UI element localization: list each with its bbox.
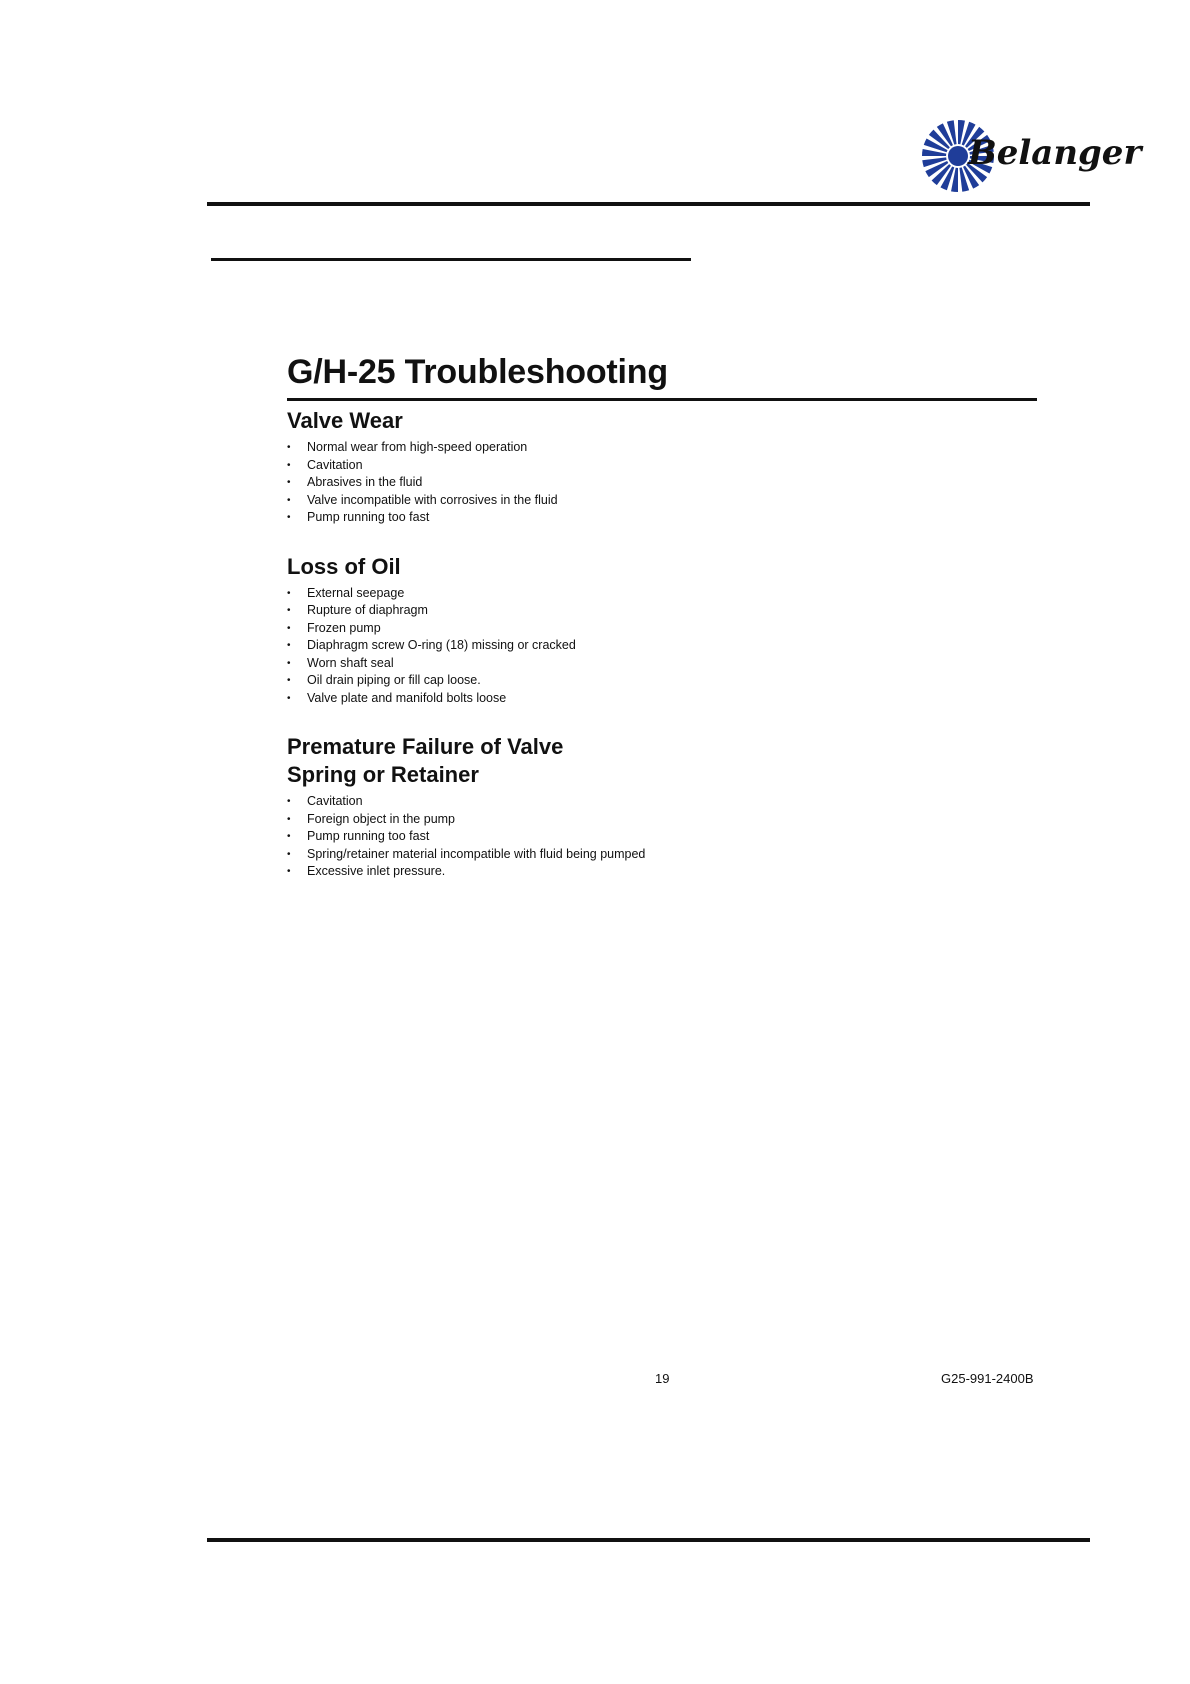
list-item: • Oil drain piping or fill cap loose. — [287, 672, 659, 690]
section-premature-failure — [287, 733, 1037, 881]
bullet-list — [287, 439, 659, 527]
list-item: • Valve plate and manifold bolts loose — [287, 690, 659, 708]
list-item: • Excessive inlet pressure. — [287, 863, 659, 881]
main-content — [287, 350, 1037, 881]
page-number: 19 — [655, 1371, 670, 1386]
section-loss-of-oil — [287, 553, 1037, 708]
list-item: • Diaphragm screw O-ring (18) missing or cracked — [287, 637, 659, 655]
bullet-list — [287, 585, 659, 708]
list-item: • Cavitation — [287, 793, 659, 811]
section-heading: Valve Wear — [287, 408, 403, 433]
list-item: • Spring/retainer material incompatible with fluid being pumped — [287, 846, 659, 864]
list-item: • Valve incompatible with corrosives in the fluid — [287, 492, 659, 510]
subheader-rule — [211, 258, 691, 261]
header-rule — [207, 202, 1090, 206]
section-valve-wear — [287, 407, 1037, 527]
list-item: • Foreign object in the pump — [287, 811, 659, 829]
belanger-logo — [916, 112, 1142, 198]
list-item: • Pump running too fast — [287, 828, 659, 846]
list-item: • Normal wear from high-speed operation — [287, 439, 659, 457]
section-heading — [287, 733, 1037, 789]
list-item: • Frozen pump — [287, 620, 659, 638]
section-heading: Loss of Oil — [287, 553, 401, 579]
section-heading-line: Spring or Retainer — [287, 762, 479, 787]
list-item: • Pump running too fast — [287, 509, 659, 527]
list-item: • Abrasives in the fluid — [287, 474, 659, 492]
page-title: G/H-25 Troubleshooting — [287, 350, 1037, 401]
list-item: • Cavitation — [287, 457, 659, 475]
document-number: G25-991-2400B — [941, 1371, 1034, 1386]
footer-rule — [207, 1538, 1090, 1542]
bullet-list — [287, 793, 659, 881]
list-item: • Worn shaft seal — [287, 655, 659, 673]
list-item: • External seepage — [287, 585, 659, 603]
logo-wordmark: Belanger — [968, 133, 1142, 173]
section-heading-line: Premature Failure of Valve — [287, 734, 564, 759]
list-item: • Rupture of diaphragm — [287, 602, 659, 620]
